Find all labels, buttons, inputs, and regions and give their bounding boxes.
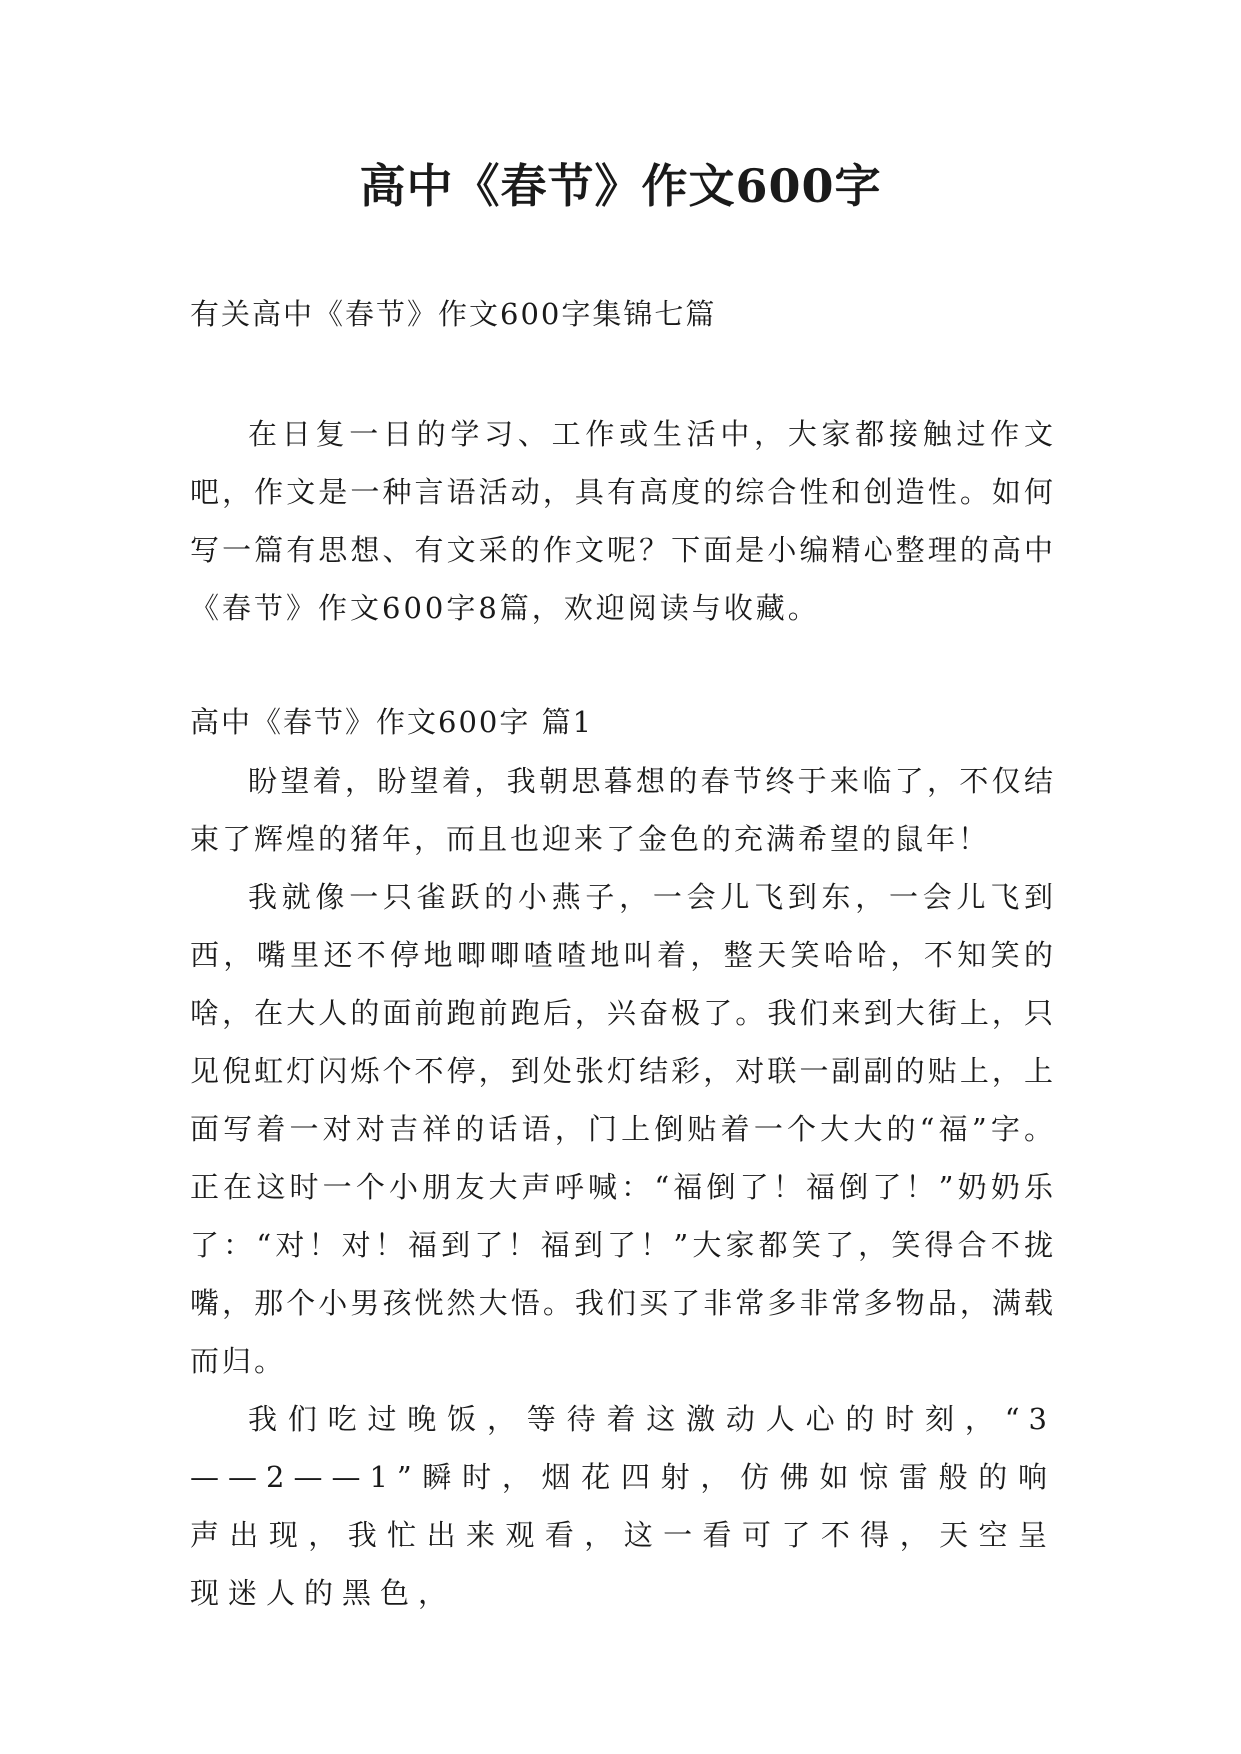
document-subtitle: 有关高中《春节》作文600字集锦七篇 bbox=[190, 297, 717, 331]
intro-paragraph: 在日复一日的学习、工作或生活中，大家都接触过作文吧，作文是一种言语活动，具有高度的综合性和创造性。如何写一篇有思想、有文采的作文呢？下面是小编精心整理的高中《春节》作文600字8篇，欢迎阅读与收藏。 bbox=[190, 417, 1056, 625]
essay-paragraph-3: 我们吃过晚饭，等待着这激动人心的时刻，“3——2——1”瞬时，烟花四射，仿佛如惊雷般的响声出现，我忙出来观看，这一看可了不得，天空呈现迷人的黑色， bbox=[190, 1402, 1056, 1610]
essay-paragraph-1: 盼望着，盼望着，我朝思暮想的春节终于来临了，不仅结束了辉煌的猪年，而且也迎来了金色的充满希望的鼠年！ bbox=[190, 764, 1056, 856]
essay-paragraph-2: 我就像一只雀跃的小燕子，一会儿飞到东，一会儿飞到西，嘴里还不停地唧唧喳喳地叫着，整天笑哈哈，不知笑的啥，在大人的面前跑前跑后，兴奋极了。我们来到大街上，只见倪虹灯闪烁个不停，到处张灯结彩，对联一副副的贴上，上面写着一对对吉祥的话语，门上倒贴着一个大大的“福”字。正在这时一个小朋友大声呼喊：“福倒了！福倒了！”奶奶乐了：“对！对！福到了！福到了！”大家都笑了，笑得合不拢嘴，那个小男孩恍然大悟。我们买了非常多非常多物品，满载而归。 bbox=[190, 880, 1056, 1378]
document-title: 高中《春节》作文600字 bbox=[359, 159, 882, 213]
section-title: 高中《春节》作文600字 篇1 bbox=[190, 705, 594, 739]
essay-body bbox=[190, 752, 1056, 1622]
